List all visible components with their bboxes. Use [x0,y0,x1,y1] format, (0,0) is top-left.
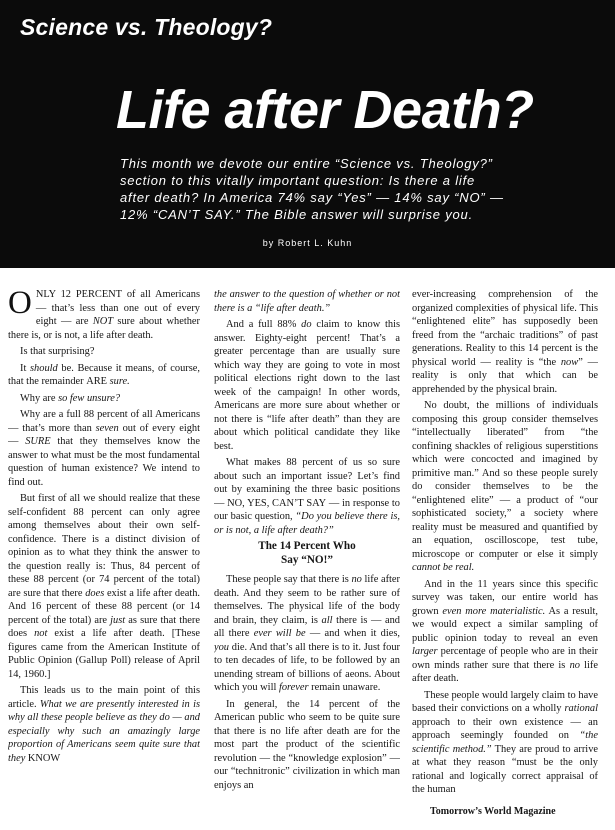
text-run: “the scientific method.” [412,730,598,755]
magazine-footer: Tomorrow’s World Magazine [430,806,556,817]
text-run: SURE [25,436,51,447]
text-run: NO, YES, CAN’T SAY [227,497,327,509]
text-run: Why are [20,392,59,404]
paragraph [8,362,200,389]
text-run: seven [95,422,119,434]
text-run: ARE [86,376,107,387]
text-run: Why are a full 88 percent of all Americans — that’s more than [8,409,200,434]
paragraph [214,698,400,793]
text-run: all [321,614,333,626]
paragraph [214,288,400,315]
subtitle-line: The 14 Percent Who [258,540,356,552]
paragraph [412,689,598,794]
paragraph [412,399,598,575]
paragraph [214,573,400,695]
text-run: — and when it dies, [305,628,400,639]
article-subhead: This month we devote our entire “Science vs. Theology?” section to this vitally important question: Is there a life after death? In America 74% say “Yes” — 14% say “NO” — 12% “CAN’T SAY.” The Bible answer will surprise you. [120,156,504,222]
text-run: do [301,319,312,330]
text-run: not [34,628,48,639]
text-run: Is that surprising? [20,346,95,357]
paragraph [214,456,400,537]
paragraph [412,578,598,686]
text-run: What makes 88 percent of us so sure about such an important issue? Let’s find out by examining the three basic positions — [214,457,400,509]
text-run: even more materialistic. [442,605,546,617]
text-run: you [214,641,230,653]
text-run: no [569,659,580,671]
drop-cap: O [8,288,32,321]
text-run: approach to their own existence — an approach seemingly founded on [412,716,598,741]
text-run: there is — and all there [214,614,400,639]
text-run: sure. [109,376,130,387]
paragraph [8,345,200,359]
text-run: It [20,362,31,374]
article-headline: Life after Death? [116,80,534,140]
section-subtitle [214,540,400,567]
text-run: be. Because it means, of course, that the remainder [8,362,200,387]
byline: by Robert L. Kuhn [262,238,353,248]
text-run: of all Americans — that’s less than one out of every eight — are [35,289,200,327]
text-run: exist a life after death. [These figures came from the American Institute of Public Opinion (Gallup Poll) release of April 14, 1960.] [8,628,200,680]
text-run: out of every eight — [8,422,200,447]
text-run: the answer to the question of whether or not there is a “life after death.” [214,289,400,314]
text-run: life after death. [412,659,598,684]
text-run: ” — reality is only that which can be apprehended by the physical brain. [412,356,598,395]
text-run: sure about whether there is, or is not, a life after death. [8,316,200,341]
text-run: that they themselves know the answer to what must be the most fundamental question of human existence? We intend to find out. [8,436,200,488]
text-run: exist a life after death. And 16 percent of these 88 percent (or 14 percent of the total) are [8,587,200,626]
text-run: And a full 88% [226,319,302,330]
paragraph [8,288,200,342]
text-run: This leads us to the main point of this article. [8,685,200,710]
text-run: claim to know this answer. Eighty-eight percent! That’s a greater percentage than are usually sure which way they are going to vote in most political elections right down to the last week of the campaign! In other words, Americans are more sure about whether or not there is “life after death” than they are about which political candidate they like best. [214,319,400,452]
text-run: NLY 12 PERCENT [35,289,123,300]
text-run: ever will be [253,628,306,639]
text-run: In general, the 14 percent of the American public who seem to be quite sure that there is no life after death are for the most part the product of the scientific revolution — the “knowledge explosion” — our “technitronic” civilization in which man enjoys an [214,698,400,791]
text-column-1 [8,288,200,808]
text-run: As a result, we would expect a similar sampling of public opinion today to reveal an even [412,605,598,644]
title-banner [0,0,615,268]
text-run: “Do you believe there is, or is not, a life after death?” [214,511,400,536]
text-run: percentage of people who are in their own minds rather sure that there is [412,646,598,671]
paragraph [8,492,200,681]
text-run: life after death. And they seem to be rather sure of themselves. The physical life of the body and brain, they claim, is [214,574,400,626]
text-run: cannot be real. [412,562,475,573]
text-run: as sure that there does [8,614,200,639]
paragraph [214,318,400,453]
text-run: KNOW [27,752,61,764]
text-run: does [85,587,105,599]
paragraph [412,288,598,396]
text-run: just [110,614,126,626]
subtitle-line: Say “NO!” [281,553,333,566]
text-run: These people would largely claim to have based their convictions on a wholly [412,689,598,714]
text-run: — in response to our basic question, [214,497,400,522]
paragraph [8,408,200,489]
text-run: They are proud to arrive at what they reason “must be the only rational and logically correct appraisal of the human [412,743,598,793]
text-run: rational [564,703,598,714]
text-column-3 [412,288,598,793]
text-run: die. And that’s all there is to it. Just four to ten decades of life, to be followed by an unending stream of billions of aeons. About which you will [214,641,400,693]
text-run: ever-increasing comprehension of the organized complexities of physical life. This “enlightened elite” has supposedly been freed from the “archaic traditions” of past generations. Reality to this 14 percent is the physical world — reality is “the [412,289,598,368]
text-run: forever [278,682,309,693]
text-run: But first of all we should realize that these self-confident 88 percent can only agree among themselves about their own self-confidence. There is a distinct division of opinion as to what they think the answer to the question really is: Thus, 84 percent of these 88 percent (or 74 percent of the total) are sure that there [8,493,200,599]
text-run: larger [412,646,438,657]
paragraph [8,684,200,765]
text-run: remain unaware. [308,682,381,693]
text-run: And in the 11 years since this specific survey was taken, our entire world has grown [412,578,598,617]
text-run: now [560,356,579,368]
text-run: NOT [92,316,114,327]
text-run: should [30,362,58,374]
text-run: so few unsure? [58,392,121,404]
text-run: No doubt, the millions of individuals composing this group consider themselves “intellectually liberated” from “the confining shackles of religious superstitions which were concocted and imagined by primitive man.” And so these people surely do consider themselves to be the “enlightened elite” — a product of “our sophisticated society,” a society where reality must be measured and quantified by an equation, oscilloscope, test tube, microscope or computer or else it simply [412,400,598,560]
paragraph [8,392,200,406]
text-column-2 [214,288,400,793]
text-run: These people say that there is [226,574,352,585]
text-run: no [351,574,362,585]
text-run: What we are presently interested in is why all these people believe as they do — and especially why such an amazingly large proportion of Americans seem quite sure that they [8,698,200,764]
section-kicker: Science vs. Theology? [20,14,273,40]
